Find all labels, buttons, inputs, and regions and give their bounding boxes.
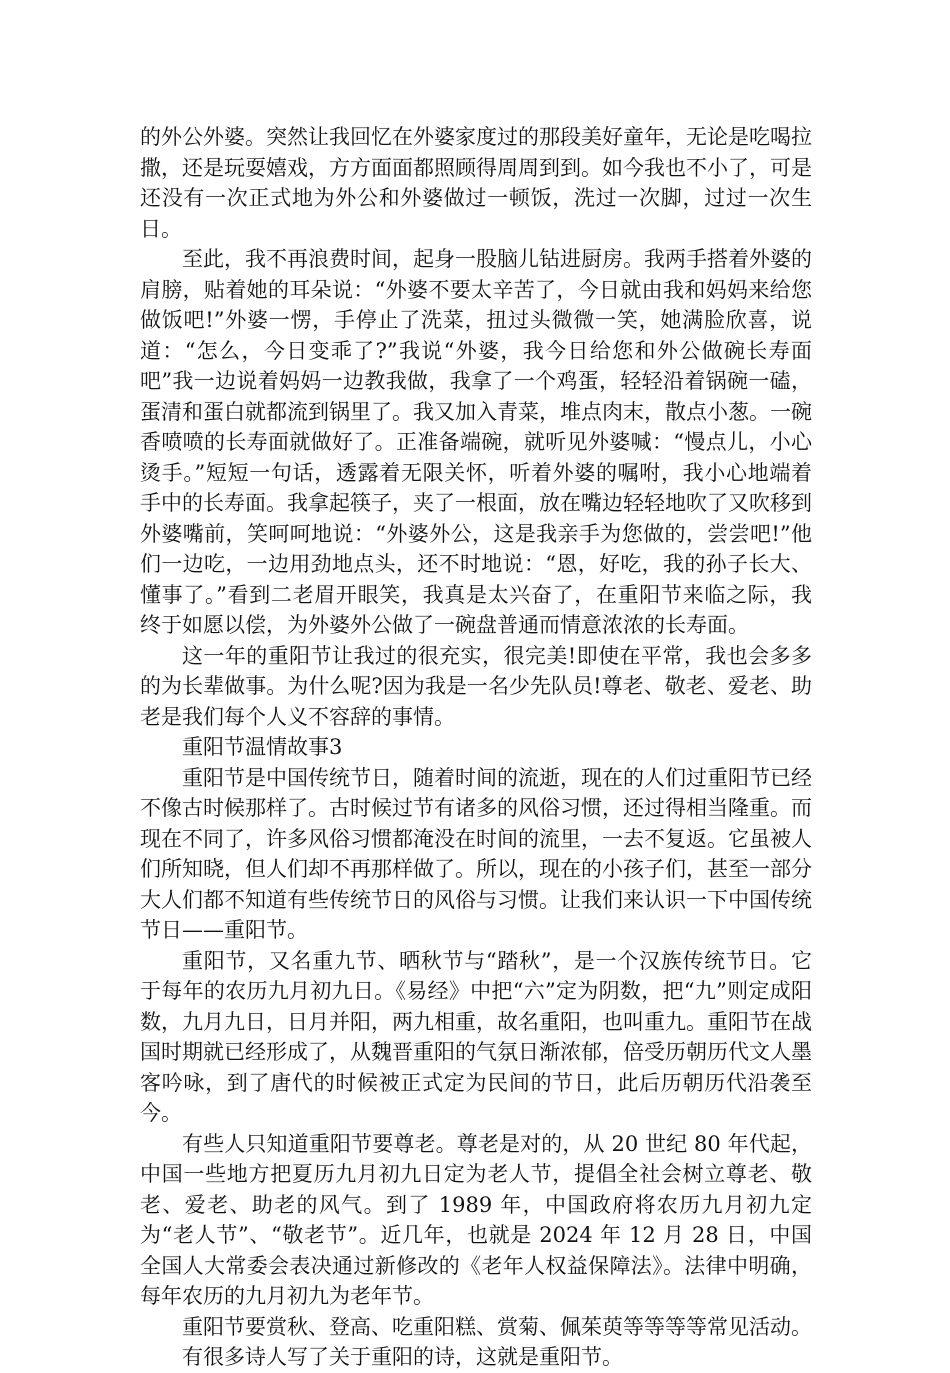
document-page — [140, 122, 812, 1373]
paragraph-festival-origin: 重阳节，又名重九节、晒秋节与“踏秋”，是一个汉族传统节日。它于每年的农历九月初九日。《易经》中把“六”定为阴数，把“九”则定成阳数，九月九日，日月并阳，两九相重，故名重阳，也叫重九。重阳节在战国时期就已经形成了，从魏晋重阳的气氛日渐浓郁，倍受历朝历代文人墨客吟咏，到了唐代的时候被正式定为民间的节日，此后历朝历代沿袭至今。 — [140, 948, 812, 1125]
section-heading: 重阳节温情故事3 — [182, 735, 343, 759]
paragraph-continuation: 的外公外婆。突然让我回忆在外婆家度过的那段美好童年，无论是吃喝拉撒，还是玩耍嬉戏，方方面面都照顾得周周到到。如今我也不小了，可是还没有一次正式地为外公和外婆做过一顿饭，洗过一次脚，过过一次生日。 — [140, 125, 812, 241]
paragraph-elderly-day: 有些人只知道重阳节要尊老。尊老是对的，从 20 世纪 80 年代起，中国一些地方把夏历九月初九日定为老人节，提倡全社会树立尊老、敬老、爱老、助老的风气。到了 1989 年，中国政府将农历九月初九定为“老人节”、“敬老节”。近几年，也就是 2024 年 12 月 28 日，中国全国人大常委会表决通过新修改的《老年人权益保障法》。法律中明确，每年农历的九月初九为老年节。 — [140, 1131, 812, 1308]
paragraph-cooking-noodles: 至此，我不再浪费时间，起身一股脑儿钻进厨房。我两手搭着外婆的肩膀，贴着她的耳朵说：“外婆不要太辛苦了，今日就由我和妈妈来给您做饭吧!”外婆一愣，手停止了洗菜，扭过头微微一笑，她满脸欣喜，说道：“怎么，今日变乖了?”我说“外婆，我今日给您和外公做碗长寿面吧”我一边说着妈妈一边教我做，我拿了一个鸡蛋，轻轻沿着锅碗一磕，蛋清和蛋白就都流到锅里了。我又加入青菜，堆点肉末，散点小葱。一碗香喷喷的长寿面就做好了。正准备端碗，就听见外婆喊：“慢点儿，小心烫手。”短短一句话，透露着无限关怀，听着外婆的嘱咐，我小心地端着手中的长寿面。我拿起筷子，夹了一根面，放在嘴边轻轻地吹了又吹移到外婆嘴前，笑呵呵地说：“外婆外公，这是我亲手为您做的，尝尝吧!”他们一边吃，一边用劲地点头，还不时地说：“恩，好吃，我的孙子长大、懂事了。”看到二老眉开眼笑，我真是太兴奋了，在重阳节来临之际，我终于如愿以偿，为外婆外公做了一碗盘普通而情意浓浓的长寿面。 — [140, 247, 812, 637]
paragraph-reflection: 这一年的重阳节让我过的很充实，很完美!即使在平常，我也会多多的为长辈做事。为什么呢?因为我是一名少先队员!尊老、敬老、爱老、助老是我们每个人义不容辞的事情。 — [140, 643, 812, 729]
paragraph-poems: 有很多诗人写了关于重阳的诗，这就是重阳节。 — [182, 1345, 623, 1369]
paragraph-activities: 重阳节要赏秋、登高、吃重阳糕、赏菊、佩茱萸等等等等常见活动。 — [182, 1314, 812, 1339]
paragraph-festival-intro: 重阳节是中国传统节日，随着时间的流逝，现在的人们过重阳节已经不像古时候那样了。古时候过节有诸多的风俗习惯，还过得相当隆重。而现在不同了，许多风俗习惯都淹没在时间的流里，一去不复返。它虽被人们所知晓，但人们却不再那样做了。所以，现在的小孩子们，甚至一部分大人们都不知道有些传统节日的风俗与习惯。让我们来认识一下中国传统节日——重阳节。 — [140, 765, 812, 942]
